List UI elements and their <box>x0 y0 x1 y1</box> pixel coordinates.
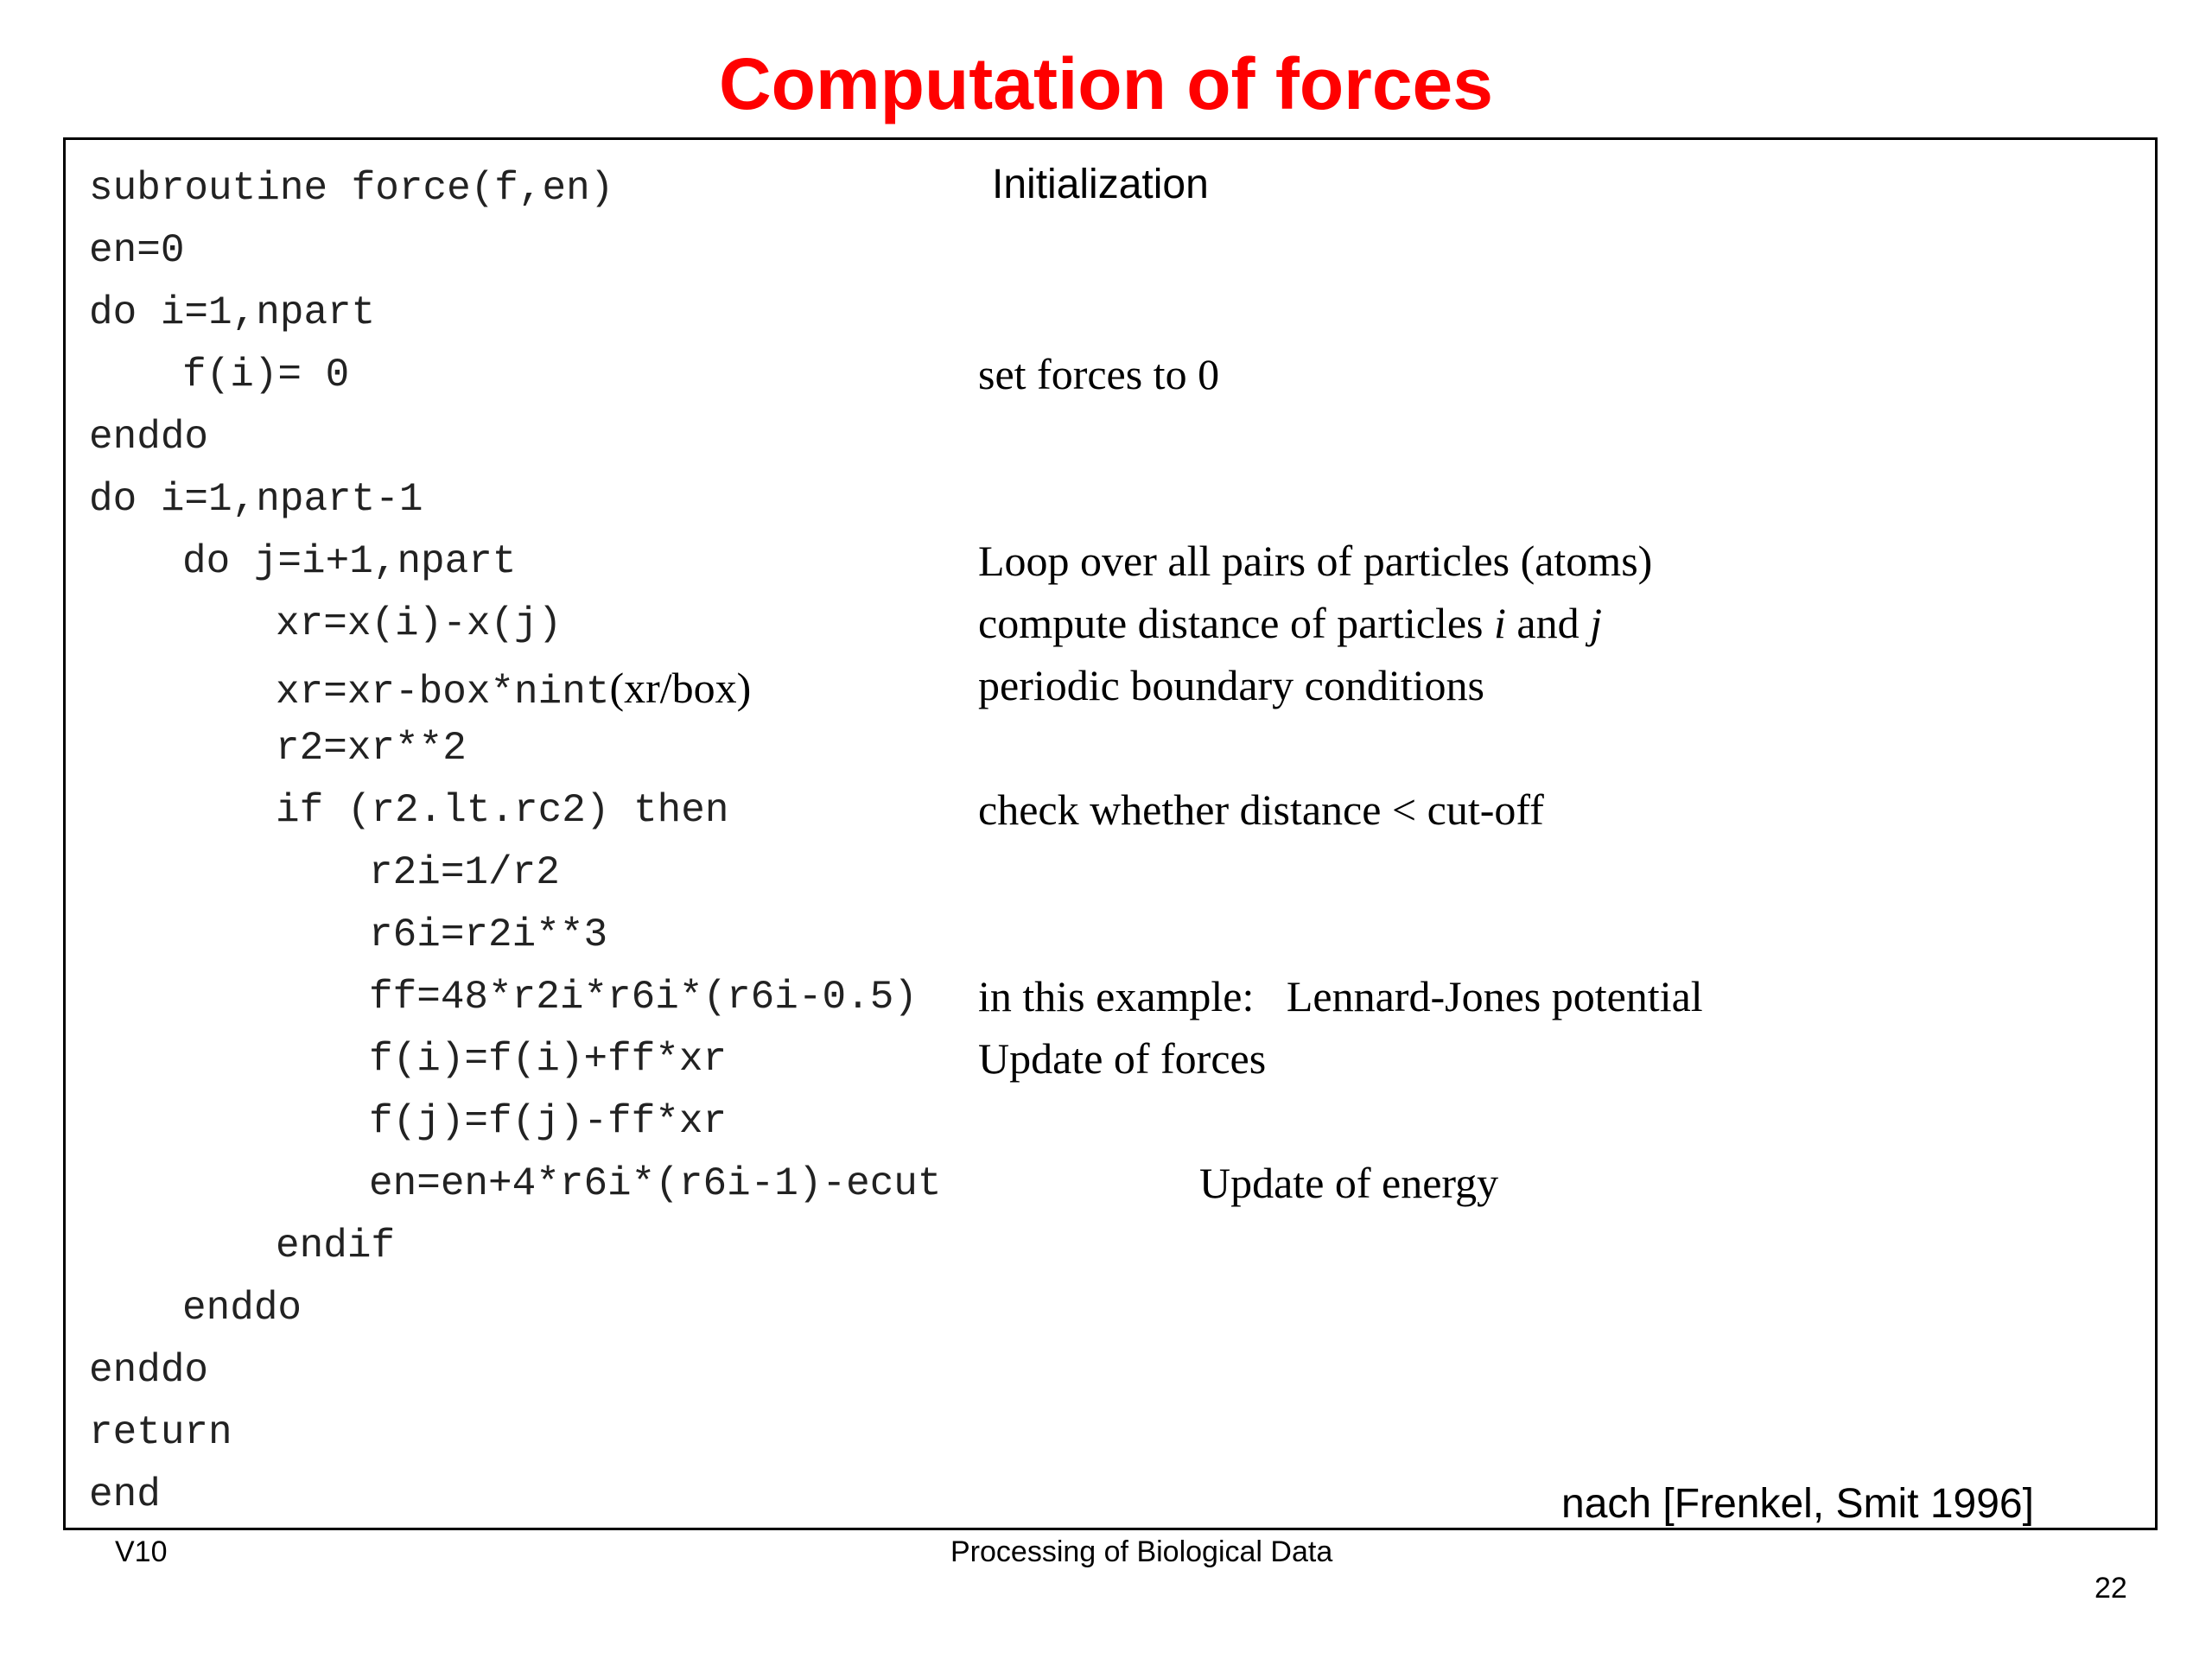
code-line: end <box>89 1472 161 1517</box>
code-line: enddo <box>89 1348 209 1393</box>
code-line: ff=48*r2i*r6i*(r6i-0.5) <box>369 975 918 1020</box>
code-line: endif <box>276 1224 396 1268</box>
slide-title: Computation of forces <box>719 43 1493 124</box>
reference-citation: nach [Frenkel, Smit 1996] <box>1561 1481 2034 1527</box>
comment-set-forces: set forces to 0 <box>978 350 1220 398</box>
code-line: do i=1,npart <box>89 290 376 335</box>
code-line: return <box>89 1410 232 1455</box>
comment-distance-j: j <box>1590 599 1603 647</box>
code-segment: xr=xr-box*nint <box>276 670 610 715</box>
code-line: xr=x(i)-x(j) <box>276 601 563 646</box>
code-line: f(i)=f(i)+ff*xr <box>369 1037 728 1082</box>
comment-periodic: periodic boundary conditions <box>978 661 1484 709</box>
comment-update-forces: Update of forces <box>978 1034 1267 1083</box>
page-number: 22 <box>2094 1572 2127 1605</box>
code-line: do i=1,npart-1 <box>89 477 423 522</box>
code-line: enddo <box>182 1286 302 1331</box>
comment-distance-and: and <box>1505 599 1591 647</box>
comment-distance-text: compute distance of particles <box>978 599 1494 647</box>
comment-update-energy: Update of energy <box>1199 1159 1499 1207</box>
code-line: en=0 <box>89 228 185 273</box>
code-line <box>276 664 752 715</box>
comment-lennard-jones: in this example: Lennard-Jones potential <box>978 972 1703 1020</box>
comment-initialization: Initialization <box>992 162 1209 207</box>
comment-loop-pairs: Loop over all pairs of particles (atoms) <box>978 537 1653 585</box>
code-segment-serif: (xr/box) <box>609 664 752 712</box>
comment-distance-i: i <box>1494 599 1506 647</box>
code-line: if (r2.lt.rc2) then <box>276 788 729 833</box>
code-line: r6i=r2i**3 <box>369 912 608 957</box>
code-line: en=en+4*r6i*(r6i-1)-ecut <box>369 1161 942 1206</box>
code-line: f(j)=f(j)-ff*xr <box>369 1099 728 1144</box>
footer-version: V10 <box>115 1535 168 1568</box>
code-line: enddo <box>89 415 209 460</box>
code-line: do j=i+1,npart <box>182 539 517 584</box>
code-line: f(i)= 0 <box>182 353 350 397</box>
comment-cutoff: check whether distance < cut-off <box>978 785 1544 834</box>
code-line: r2=xr**2 <box>276 726 467 771</box>
comment-distance <box>978 601 1602 645</box>
code-line: subroutine force(f,en) <box>89 166 614 211</box>
code-line: r2i=1/r2 <box>369 850 560 895</box>
footer-course-title: Processing of Biological Data <box>950 1535 1333 1568</box>
code-box <box>63 137 2158 1530</box>
